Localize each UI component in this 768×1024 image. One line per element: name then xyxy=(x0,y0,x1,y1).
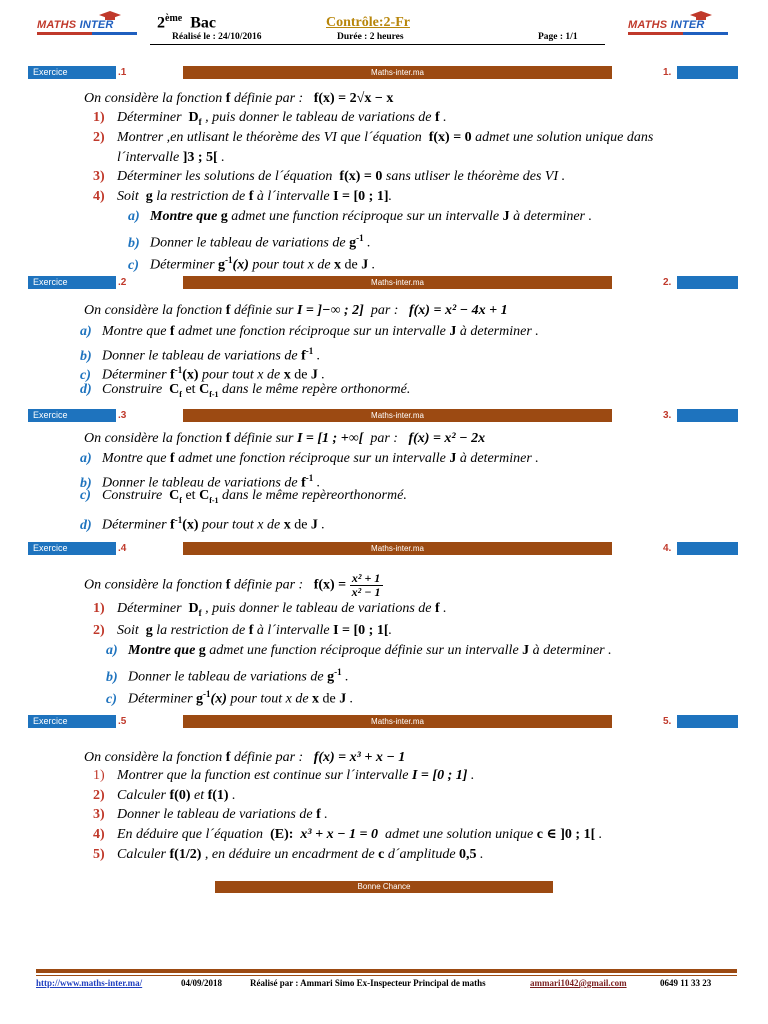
ex3-intro: On considère la fonction f définie sur I = [1 ; +∞[ par : f(x) = x² − 2x xyxy=(84,431,486,446)
page-title: Contrôle:2-Fr xyxy=(326,15,410,30)
ex1-intro: On considère la fonction f définie par : f(x) = 2√x − x xyxy=(84,91,394,106)
ex4-fraction: $\frac{\text{x² + 1}}{\text{x² − 1}}$ xyxy=(351,571,381,599)
ex4-q2a: a) Montre que g admet une function réciproque définie sur un intervalle J à determiner . xyxy=(106,643,612,658)
class-level: 2ème Bac xyxy=(157,13,216,32)
ex1-q3: 3) Déterminer les solutions de l´équation f(x) = 0 sans utliser le théorème des VI . xyxy=(93,169,566,184)
ex2-qc: c) Déterminer $f^{-1}(x)$ pour tout x de x de J . xyxy=(80,365,325,383)
footer-email-link[interactable]: ammari1042@gmail.com xyxy=(530,978,627,988)
date-realise: Réalisé le : 24/10/2016 xyxy=(172,32,262,42)
ex4-intro: On considère la fonction f définie par : f(x) = $\frac{\text{x² + 1}}{\text{x² − 1}}$ xyxy=(84,571,381,599)
ex5-q5: 5) Calculer f(1/2) , en déduire un encadrment de c d´amplitude 0,5 . xyxy=(93,847,484,862)
footer-author: Réalisé par : Ammari Simo Ex-Inspecteur Principal de maths xyxy=(250,978,486,988)
ex1-q4: 4) Soit g la restriction de f à l´intervalle I = [0 ; 1]. xyxy=(93,189,392,204)
ex3-qb: b) Donner le tableau de variations de $f^{-1}$ . xyxy=(80,473,321,491)
footer-divider xyxy=(36,969,737,973)
ex3-qa: a) Montre que f admet une fonction réciproque sur un intervalle J à determiner . xyxy=(80,451,539,466)
ex3-qd: d) Déterminer $f^{-1}(x)$ pour tout x de x de J . xyxy=(80,515,325,533)
bonne-chance-banner: Bonne Chance xyxy=(215,881,553,893)
ex2-qa: a) Montre que f admet une fonction réciproque sur un intervalle J à determiner . xyxy=(80,324,539,339)
footer-phone: 0649 11 33 23 xyxy=(660,978,712,988)
ex5-q4: 4) En déduire que l´équation (E): x³ + x − 1 = 0 admet une solution unique c ∈ ]0 ; 1[ . xyxy=(93,827,603,842)
ex4-q2b: b) Donner le tableau de variations de $g^{-1}$ . xyxy=(106,667,349,685)
ex2-intro: On considère la fonction f définie sur I = ]−∞ ; 2] par : f(x) = x² − 4x + 1 xyxy=(84,303,508,318)
ex1-q2: 2) Montrer ,en utlisant le théorème des VI que l´équation f(x) = 0 admet une solution unique dans xyxy=(93,130,654,145)
logo-right xyxy=(628,13,728,35)
ex1-q2-cont: l´intervalle ]3 ; 5[ . xyxy=(117,150,225,165)
header-divider xyxy=(150,44,605,45)
ex5-q2: 2) Calculer f(0) et f(1) . xyxy=(93,788,236,803)
ex4-q2: 2) Soit g la restriction de f à l´intervalle I = [0 ; 1[. xyxy=(93,623,392,638)
ex4-q2c: c) Déterminer $g^{-1}(x)$ pour tout x de x de J . xyxy=(106,689,354,707)
logo-left xyxy=(37,13,137,35)
footer-website-link[interactable]: http://www.maths-inter.ma/ xyxy=(36,978,143,988)
ex4-q1: 1) Déterminer $D_f$ , puis donner le tableau de variations de f . xyxy=(93,601,447,618)
ex2-qb: b) Donner le tableau de variations de $f^{-1}$ . xyxy=(80,346,321,364)
ex1-q1: 1) Déterminer $D_f$ , puis donner le tableau de variations de f . xyxy=(93,110,447,127)
ex5-q3: 3) Donner le tableau de variations de f . xyxy=(93,807,328,822)
logo-text-inter: INTER xyxy=(79,19,114,31)
footer-date: 04/09/2018 xyxy=(181,978,223,988)
duree: Durée : 2 heures xyxy=(337,32,404,42)
ex2-qd: d) Construire $C_f$ et $C_{f-1}$ dans le même repère orthonormé. xyxy=(80,382,411,399)
ex1-q4c: c) Déterminer $g^{-1}(x)$ pour tout x de x de J . xyxy=(128,255,376,273)
logo-text-inter: INTER xyxy=(670,19,705,31)
ex5-intro: On considère la fonction f définie par : f(x) = x³ + x − 1 xyxy=(84,750,406,765)
ex3-qc: c) Construire $C_f$ et $C_{f-1}$ dans le même repèreorthonormé. xyxy=(80,488,407,505)
ex1-q4b: b) Donner le tableau de variations de $g^{-1}$ . xyxy=(128,233,371,251)
ex1-q4a: a) Montre que g admet une function réciproque sur un intervalle J à determiner . xyxy=(128,209,592,224)
ex5-q1: 1) Montrer que la function est continue sur l´intervalle I = [0 ; 1] . xyxy=(93,768,475,783)
logo-text-maths: MATHS xyxy=(628,19,668,31)
logo-text-maths: MATHS xyxy=(37,19,77,31)
page-number: Page : 1/1 xyxy=(538,32,578,42)
